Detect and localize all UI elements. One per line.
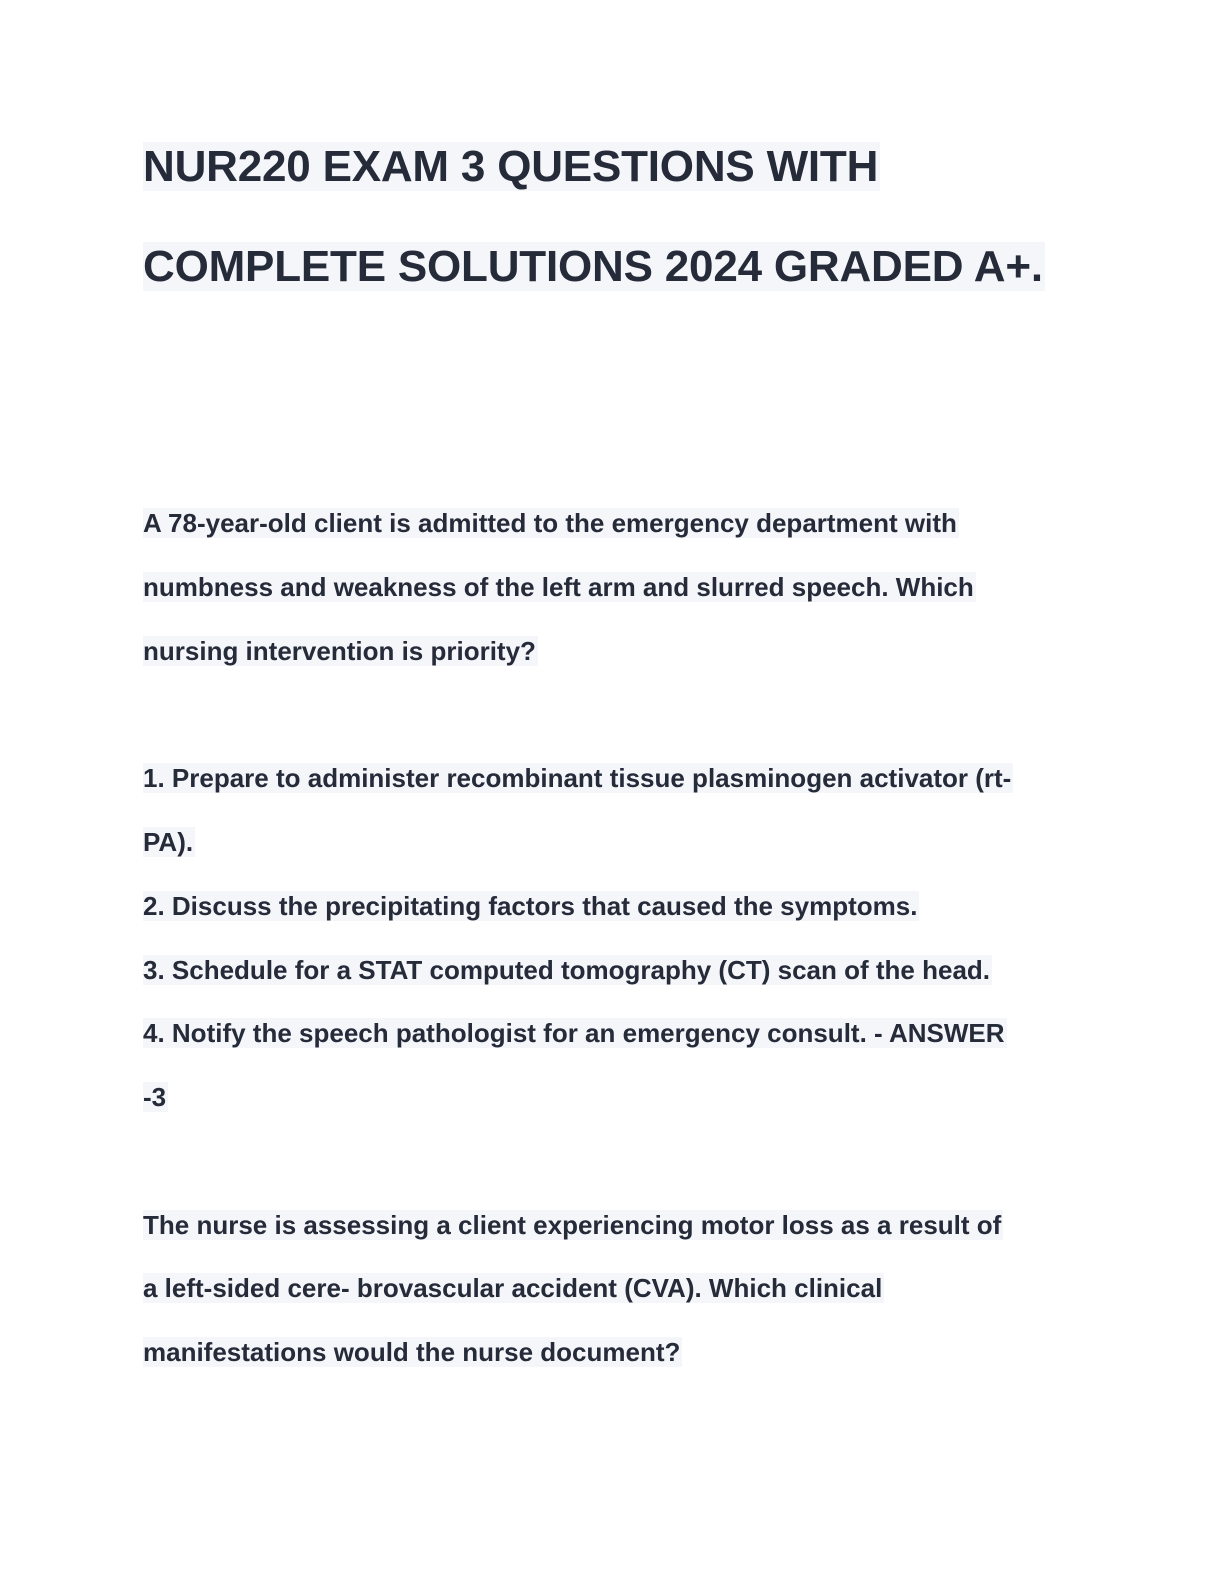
question-1-stem-line: [143, 506, 959, 540]
question-text: The nurse is assessing a client experiencing motor loss as a result of: [143, 1210, 1002, 1240]
answer-text: -3: [143, 1082, 167, 1112]
question-text: manifestations would the nurse document?: [143, 1337, 681, 1367]
document-title-line-2: [143, 241, 1045, 293]
document-title-line-1: [143, 141, 880, 193]
question-1-option-line: [143, 825, 195, 859]
question-1-option-line: [143, 953, 992, 987]
option-text: 1. Prepare to administer recombinant tissue plasminogen activator (rt-: [143, 763, 1012, 793]
question-text: numbness and weakness of the left arm and slurred speech. Which: [143, 572, 974, 602]
question-2-stem-line: [143, 1208, 1003, 1242]
question-1-stem-line: [143, 570, 976, 604]
question-1-option-line: [143, 761, 1013, 795]
option-text: PA).: [143, 827, 194, 857]
question-text: a left-sided cere- brovascular accident (CVA). Which clinical: [143, 1273, 883, 1303]
option-text: 3. Schedule for a STAT computed tomography (CT) scan of the head.: [143, 955, 991, 985]
option-text: 2. Discuss the precipitating factors that caused the symptoms.: [143, 891, 918, 921]
question-1-option-line: [143, 1016, 1007, 1050]
question-1-stem-line: [143, 634, 538, 668]
question-1-answer-line: [143, 1080, 168, 1114]
question-2-stem-line: [143, 1271, 884, 1305]
question-1-option-line: [143, 889, 919, 923]
title-text: COMPLETE SOLUTIONS 2024 GRADED A+.: [143, 242, 1043, 291]
question-text: A 78-year-old client is admitted to the emergency department with: [143, 508, 957, 538]
title-text: NUR220 EXAM 3 QUESTIONS WITH: [143, 142, 879, 191]
question-text: nursing intervention is priority?: [143, 636, 536, 666]
option-text: 4. Notify the speech pathologist for an emergency consult. - ANSWER: [143, 1018, 1005, 1048]
question-2-stem-line: [143, 1335, 682, 1369]
